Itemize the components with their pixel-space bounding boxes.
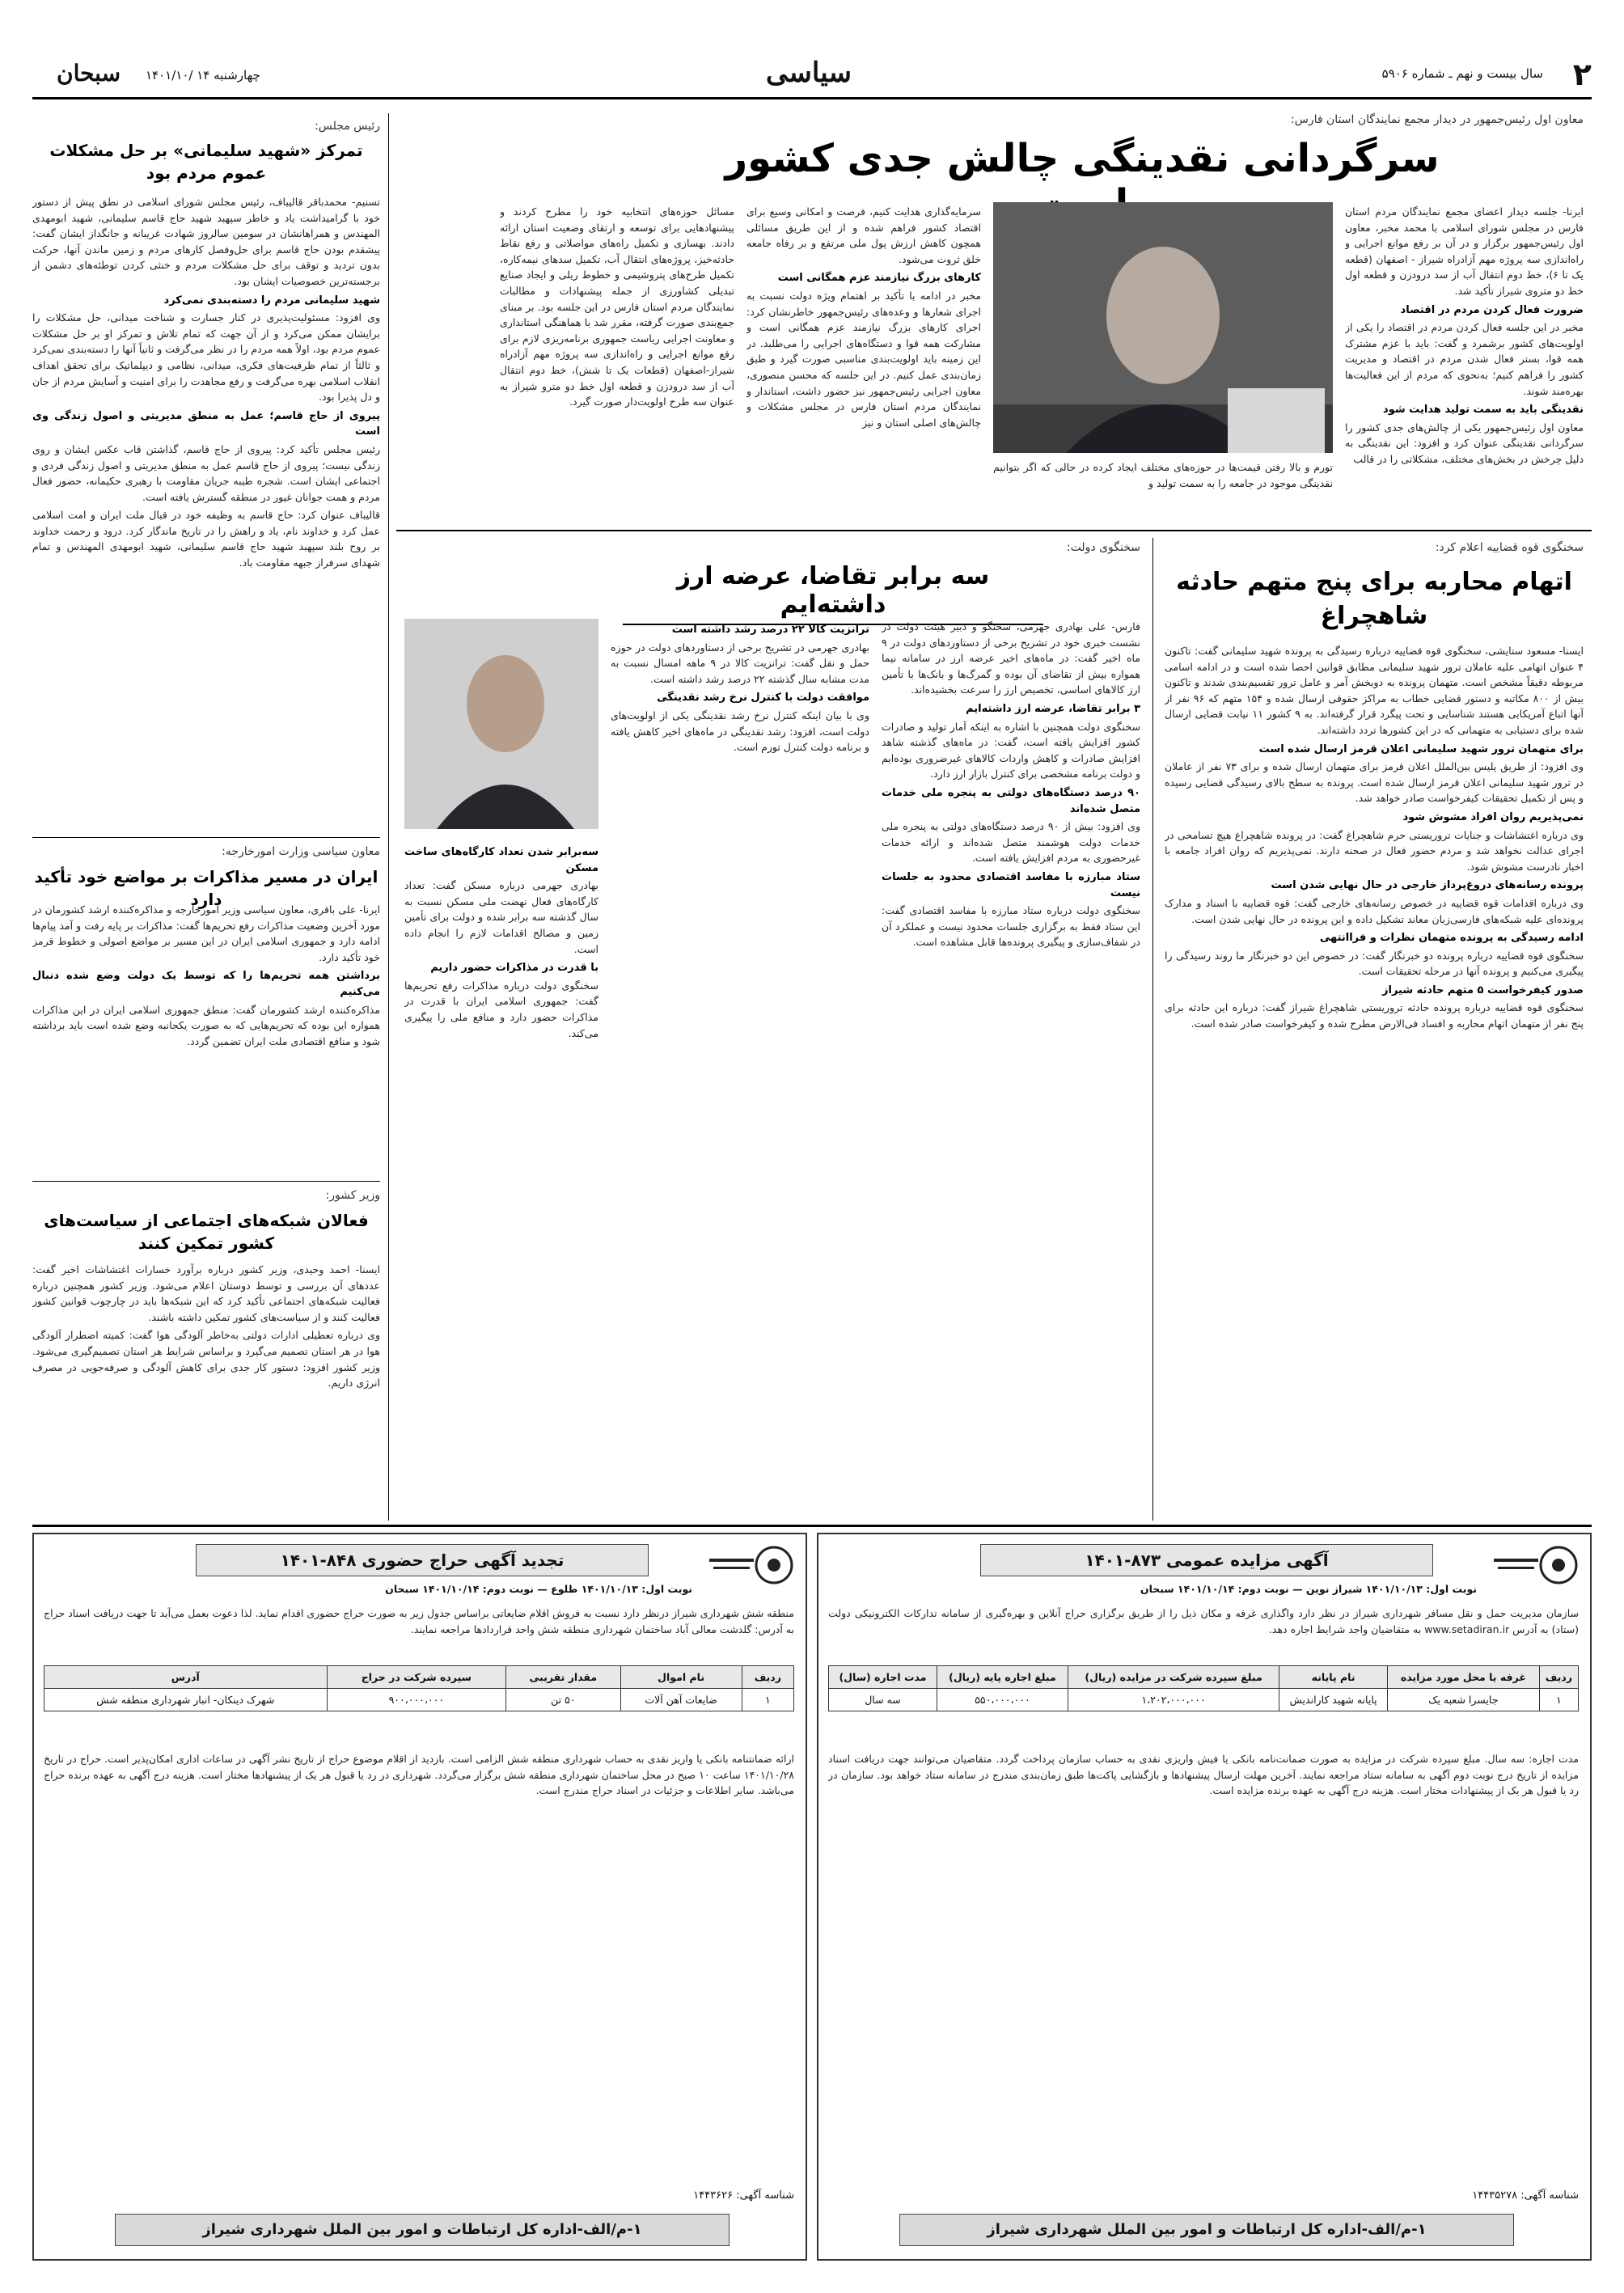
table-cell: شهرک دینکان- انبار شهرداری منطقه شش (44, 1689, 328, 1711)
portrait-image (993, 202, 1333, 453)
municipality-emblem-icon (1490, 1541, 1579, 1589)
government-article (396, 538, 1148, 1521)
table-row (829, 1689, 1579, 1711)
auction-ad-terms: مدت اجاره: سه سال. مبلغ سپرده شرکت در مزایده به صورت ضمانت‌نامه بانکی یا فیش واریزی نقدی به حساب سازمان پرداخت گردد. متقاضیان می‌توانند جهت دریافت اسناد مزایده از تاریخ درج نوبت دوم آگهی به سامانه ستاد مراجعه نمایند. آخرین مهلت ارسال پیشنهادها و بازگشایی پاکت‌ها طبق زمان‌بندی مندرج در سامانه ستاد خواهد بود. سازمان در رد یا قبول هر یک از پیشنهادات مختار است. هزینه درج آگهی به عهده برنده مزایده است. (828, 1753, 1579, 1797)
section-title: سیاسی (766, 57, 852, 89)
ads-top-rule (32, 1525, 1592, 1527)
sidebar-headline-3: فعالان شبکه‌های اجتماعی از سیاست‌های کشور تمکین کنند (44, 1211, 369, 1253)
table-cell: ۱ (1539, 1689, 1578, 1711)
issue-info: سال بیست و نهم ـ شماره ۵۹۰۶ (1381, 66, 1543, 81)
table-header-cell: سپرده شرکت در حراج (327, 1666, 506, 1689)
auction-ad-title: آگهی مزایده عمومی ۸۷۳-۱۴۰۱ (980, 1544, 1433, 1576)
government-body-1: فارس- علی بهادری جهرمی، سخنگو و دبیر هیئت دولت در نشست خبری خود در تشریح برخی از دستاوردهای دولت در ۹ ماه اخیر گفت: در ماه‌های اخیر عرضه ارز در سامانه نیما همواره بیش از تقاضای آن بوده و گمرگ‌ها و بانک‌ها با تأمین ارز کالاهای اساسی، تخصیص ارز را سرعت بخشیده‌اند. ۳ برابر تقاضا، عرضه ارز داشته‌ایم سخنگوی دولت همچنین با اشاره به اینکه آمار تولید و صادرات کشور افزایش یافته است، گفت: در ماه‌های گذشته شاهد افزایش صادرات و کاهش واردات کالاهای غیرضروری بوده‌ایم و دولت برنامه مشخصی برای کنترل بازار ارز دارد. ۹۰ درصد دستگاه‌های دولتی به پنجره ملی خدمات متصل شده‌اند وی افزود: بیش از ۹۰ درصد دستگاه‌های دولتی به پنجره ملی خدمات دولت هوشمند متصل شده‌اند و ارائه خدمات غیرحضوری به مردم افزایش یافته است. ستاد مبارزه با مفاسد اقتصادی محدود به جلسات نیست سخنگوی دولت درباره ستاد مبارزه با مفاسد اقتصادی گفت: این ستاد فقط به برگزاری جلسات محدود نیست و عملکرد آن در شفاف‌سازی و پیگیری پرونده‌ها قابل مشاهده است. (882, 620, 1140, 949)
municipality-emblem-icon (705, 1541, 794, 1589)
sidebar-headline-2: ایران در مسیر مذاکرات بر مواضع خود تأکید دارد (34, 867, 379, 909)
table-cell: ضایعات آهن آلات (620, 1689, 742, 1711)
lead-subhead-3: کارهای بزرگ نیازمند عزم همگانی است (777, 272, 981, 285)
government-kicker: سخنگوی دولت: (1066, 541, 1140, 554)
judiciary-headline: اتهام محاربه برای پنج متهم حادثه شاهچراغ (1176, 568, 1572, 630)
sidebar-divider (388, 113, 389, 1521)
table-cell: جایسرا شعبه یک (1388, 1689, 1540, 1711)
government-photo (404, 619, 598, 829)
table-cell: ۵۵۰،۰۰۰،۰۰۰ (937, 1689, 1068, 1711)
table-header-cell: ردیف (742, 1666, 793, 1689)
auction-ad-table (828, 1665, 1579, 1711)
judiciary-kicker: سخنگوی قوه قضاییه اعلام کرد: (1435, 541, 1584, 554)
sale-ad-publish-info: نوبت اول: ۱۴۰۱/۱۰/۱۳ طلوع — نوبت دوم: ۱۴۰۱/۱۰/۱۴ سبحان (385, 1583, 692, 1595)
table-row (44, 1689, 794, 1711)
auction-ad (817, 1533, 1592, 2261)
sale-ad-emblem (705, 1541, 794, 1589)
government-body-3: سه‌برابر شدن تعداد کارگاه‌های ساخت مسکن بهادری جهرمی درباره مسکن گفت: تعداد کارگاه‌های فعال نهضت ملی مسکن نسبت به سال گذشته سه برابر شده و دولت برای تأمین زمین و مصالح اقدامات لازم را انجام داده است. با قدرت در مذاکرات حضور داریم سخنگوی دولت درباره مذاکرات رفع تحریم‌ها گفت: جمهوری اسلامی ایران با قدرت در مذاکرات حضور دارد و منافع ملی را پیگیری می‌کند. (404, 846, 598, 1039)
lead-column-2: سرمایه‌گذاری هدایت کنیم، فرصت و امکانی وسیع برای اقتصاد کشور فراهم شده و از این طریق مسائلی همچون کاهش ارزش پول ملی مرتفع و بر رفاه جامعه خلق ثروت می‌شود. کارهای بزرگ نیازمند عزم همگانی است مخبر در ادامه با تأکید بر اهتمام ویژه دولت نسبت به اجرای شعارها و وعده‌های رئیس‌جمهور خاطرنشان کرد: اجرای کارهای بزرگ نیازمند عزم همگانی است و مشارکت همه قوا و دستگاه‌های اجرایی را می‌طلبد. در این زمینه باید اولویت‌بندی مناسبی صورت گیرد و طبق زمان‌بندی عمل کنیم. در این جلسه که محسن منصوری، معاون اجرایی رئیس‌جمهور نیز حضور داشت، استاندار و نمایندگان مردم استان فارس در مجلس مشکلات و چالش‌های اصلی استان و نیز (746, 205, 981, 429)
auction-ad-publish-info: نوبت اول: ۱۴۰۱/۱۰/۱۳ شیراز نوین — نوبت دوم: ۱۴۰۱/۱۰/۱۴ سبحان (1140, 1583, 1477, 1595)
newspaper-logo: سبحان (57, 60, 121, 87)
table-header-cell: مقدار تقریبی (506, 1666, 620, 1689)
government-body-2: ترانزیت کالا ۲۲ درصد رشد داشته است بهادری جهرمی در تشریح برخی از دستاوردهای دولت در حوزه حمل و نقل گفت: ترانزیت کالا در ۹ ماهه امسال نسبت به مدت مشابه سال گذشته ۲۲ درصد رشد داشته است. موافقت دولت با کنترل نرخ رشد نقدینگی وی با بیان اینکه کنترل نرخ رشد نقدینگی یکی از اولویت‌های دولت است، افزود: رشد نقدینگی در ماه‌های اخیر کاهش یافته و برنامه دولت کنترل تورم است. (611, 624, 869, 754)
judiciary-article (1157, 538, 1592, 1521)
sale-ad-code: شناسه آگهی: ۱۴۴۳۶۲۶ (693, 2189, 794, 2202)
header-rule (32, 97, 1592, 99)
lead-bottom-rule (396, 530, 1592, 531)
sidebar: رئیس مجلس: تمرکز «شهید سلیمانی» بر حل مشکلات عموم مردم بود تسنیم- محمدباقر قالیباف، رئیس مجلس شورای اسلامی در نطق پیش از دستور خود با گرامیداشت یاد و خاطر سپهبد شهید حاج قاسم سلیمانی، شهید ابومهدی المهندس و همراهانشان در سومین سالروز شهادت غریبانه و جانگداز ایشان گفت: پیشقدم بودن حاج قاسم برای حل‌وفصل کارهای مردم و زمین ماندن آنها، حرکت بدون تردید و توقف برای حل مشکلات مردم و خنثی کردن توطئه‌های دشمن از برجسته‌ترین خصوصیات ایشان بود. شهید سلیمانی مردم را دسته‌بندی نمی‌کرد وی افزود: مسئولیت‌پذیری در کنار جسارت و شناخت میدانی، حل مشکلات را برایشان ممکن می‌کرد و از آن جهت که تمام تلاش و تمرکز او بر حل مشکلات عموم مردم بود، اولاً همه مردم را در نظر می‌گرفت و ثانیاً آنها را دسته‌بندی نمی‌کرد و ثالثاً از تمام ظرفیت‌های فکری، میدانی، نظامی و دیپلماتیک برای تحقق اهداف انقلاب اسلامی بهره می‌گرفت و رفع مجاهدت را برای امنیت و آسایش مردم از جان و دل پذیرا بود. پیروی از حاج قاسم؛ عمل به منطق مدیریتی و اصول زندگی وی است رئیس مجلس تأکید کرد: پیروی از حاج قاسم، گذاشتن قاب عکس ایشان و روی زندگی نیست؛ پیروی از حاج قاسم عمل به منطق مدیریتی و اصول زندگی فردی و اجتماعی ایشان است. شجره طیبه جریان مقاومت با رهبری حکیمانه، حضور فعال مردم و همت جوانان غیور در منطقه گسترش یافته است. قالیباف عنوان کرد: حاج قاسم به وظیفه خود در قبال ملت ایران و امت اسلامی عمل کرد و خداوند نام، یاد و راهش را در تاریخ ماندگار کرد. درود و رحمت خداوند بر روح بلند سپهبد شهید حاج قاسم سلیمانی، شهید ابومهدی المهندس و تمام شهدای سرفراز جبهه مقاومت باد. معاون سیاسی وزارت امورخارجه: ایران در مسیر مذاکرات بر مواضع خود تأکید دارد ایرنا- علی باقری، معاون سیاسی وزیر امورخارجه و مذاکره‌کننده ارشد کشورمان در مورد آخرین وضعیت مذاکرات رفع تحریم‌ها گفت: مذاکرات بر پایه رفت و آمد پیام‌ها ادامه دارد و جمهوری اسلامی ایران در این مسیر بر مواضع اصولی و خطوط قرمز خود تأکید دارد. برداشتن همه تحریم‌ها را که توسط یک دولت وضع شده دنبال می‌کنیم مذاکره‌کننده ارشد کشورمان گفت: منطق جمهوری اسلامی ایران در این مذاکرات همواره این بوده که تحریم‌هایی که به صورت یکجانبه وضع شده است باید برداشته شود و منافع اقتصادی ملت ایران تضمین گردد. وزیر کشور: فعالان شبکه‌های اجتماعی از سیاست‌های کشور تمکین کنند ایسنا- احمد وحیدی، وزیر کشور درباره برآورد خسارات اغتشاشات اخیر گفت: عددهای آن بررسی و توسط دوستان اعلام می‌شود. وزیر کشور همچنین درباره فعالیت شبکه‌های اجتماعی تأکید کرد که این شبکه‌ها باید در چارچوب قوانین کشور فعالیت کنند و از سیاست‌های کشور تمکین داشته باشند. وی درباره تعطیلی ادارات دولتی به‌خاطر آلودگی هوا گفت: کمیته اضطرار آلودگی هوا در هر استان تصمیم می‌گیرد و براساس شرایط هر استان تصمیم‌گیری می‌شود. وزیر کشور افزود: دستور کار جدی برای کاهش آلودگی و صرفه‌جویی در مصرف انرژی داریم. (32, 113, 380, 1521)
sidebar-body-2: ایرنا- علی باقری، معاون سیاسی وزیر امورخارجه و مذاکره‌کننده ارشد کشورمان در مورد آخرین وضعیت مذاکرات رفع تحریم‌ها گفت: مذاکرات بر پایه رفت و آمد پیام‌ها ادامه دارد و جمهوری اسلامی ایران در این مسیر بر مواضع اصولی و خطوط قرمز خود تأکید دارد. برداشتن همه تحریم‌ها را که توسط یک دولت وضع شده دنبال می‌کنیم مذاکره‌کننده ارشد کشورمان گفت: منطق جمهوری اسلامی ایران در این مذاکرات همواره این بوده که تحریم‌هایی که به صورت یکجانبه وضع شده است باید برداشته شود و منافع اقتصادی ملت ایران تضمین گردد. (32, 903, 380, 1047)
table-cell: سه سال (829, 1689, 937, 1711)
lead-photo (993, 202, 1333, 453)
lead-subhead-1: ضرورت فعال کردن مردم در اقتصاد (1400, 303, 1584, 316)
table-cell: پایانه شهید کاراندیش (1279, 1689, 1388, 1711)
sidebar-headline-1: تمرکز «شهید سلیمانی» بر حل مشکلات عموم مردم بود (49, 141, 363, 183)
auction-table (828, 1665, 1579, 1711)
sidebar-body-1: تسنیم- محمدباقر قالیباف، رئیس مجلس شورای اسلامی در نطق پیش از دستور خود با گرامیداشت یاد و خاطر سپهبد شهید حاج قاسم سلیمانی، شهید ابومهدی المهندس و همراهانشان در سومین سالروز شهادت غریبانه و جانگداز ایشان گفت: پیشقدم بودن حاج قاسم برای حل‌وفصل کارهای مردم و زمین ماندن آنها، حرکت بدون تردید و توقف برای حل مشکلات مردم و خنثی کردن توطئه‌های دشمن از برجسته‌ترین خصوصیات ایشان بود. شهید سلیمانی مردم را دسته‌بندی نمی‌کرد وی افزود: مسئولیت‌پذیری در کنار جسارت و شناخت میدانی، حل مشکلات را برایشان ممکن می‌کرد و از آن جهت که تمام تلاش و تمرکز او بر حل مشکلات عموم مردم بود، اولاً همه مردم را در نظر می‌گرفت و ثانیاً آنها را دسته‌بندی نمی‌کرد و ثالثاً از تمام ظرفیت‌های فکری، میدانی، نظامی و دیپلماتیک برای تحقق اهداف انقلاب اسلامی بهره می‌گرفت و رفع مجاهدت را برای امنیت و آسایش مردم از جان و دل پذیرا بود. پیروی از حاج قاسم؛ عمل به منطق مدیریتی و اصول زندگی وی است رئیس مجلس تأکید کرد: پیروی از حاج قاسم، گذاشتن قاب عکس ایشان و روی زندگی نیست؛ پیروی از حاج قاسم عمل به منطق مدیریتی و اصول زندگی فردی و اجتماعی ایشان است. شجره طیبه جریان مقاومت با رهبری حکیمانه، حضور فعال مردم و همت جوانان غیور در منطقه گسترش یافته است. قالیباف عنوان کرد: حاج قاسم به وظیفه خود در قبال ملت ایران و امت اسلامی عمل کرد و خداوند نام، یاد و راهش را در تاریخ ماندگار کرد. درود و رحمت خداوند بر روح بلند سپهبد شهید حاج قاسم سلیمانی، شهید ابومهدی المهندس و تمام شهدای سرفراز جبهه مقاومت باد. (32, 196, 380, 569)
sale-ad-terms: ارائه ضمانتنامه بانکی یا واریز نقدی به حساب شهرداری منطقه شش الزامی است. بازدید از اقلام موضوع حراج از تاریخ نشر آگهی در ساعات اداری امکان‌پذیر است. حراج در تاریخ ۱۴۰۱/۱۰/۲۸ ساعت ۱۰ صبح در محل ساختمان شهرداری منطقه شش برگزار می‌گردد. شهرداری در رد یا قبول هر یک از پیشنهادها مختار است. هزینه درج آگهی به عهده برنده حراج می‌باشد. سایر اطلاعات و جزئیات در اسناد حراج مندرج است. (44, 1753, 794, 1797)
table-header-cell: مبلغ اجاره پایه (ریال) (937, 1666, 1068, 1689)
sale-ad-table (44, 1665, 794, 1711)
table-cell: ۵۰ تن (506, 1689, 620, 1711)
sidebar-body-3: ایسنا- احمد وحیدی، وزیر کشور درباره برآورد خسارات اغتشاشات اخیر گفت: عددهای آن بررسی و توسط دوستان اعلام می‌شود. وزیر کشور همچنین درباره فعالیت شبکه‌های اجتماعی تأکید کرد که این شبکه‌ها باید در چارچوب قوانین کشور فعالیت کنند و از سیاست‌های کشور تمکین داشته باشند. وی درباره تعطیلی ادارات دولتی به‌خاطر آلودگی هوا گفت: کمیته اضطرار آلودگی هوا در هر استان تصمیم می‌گیرد و براساس شرایط هر استان تصمیم‌گیری می‌شود. وزیر کشور افزود: دستور کار جدی برای کاهش آلودگی و صرفه‌جویی در مصرف انرژی داریم. (32, 1263, 380, 1390)
auction-ad-intro: سازمان مدیریت حمل و نقل مسافر شهرداری شیراز در نظر دارد واگذاری غرفه و مکان ذیل را از طریق برگزاری حراج آنلاین و بهره‌گیری از سامانه تدارکات الکترونیکی دولت (ستاد) به آدرس www.setadiran.ir به متقاضیان واجد شرایط اجاره دهد. (828, 1607, 1579, 1635)
lead-column-3: مسائل حوزه‌های انتخابیه خود را مطرح کردند و پیشنهادهایی برای توسعه و ارتقای وضعیت استان ارائه دادند. بهسازی و تکمیل راه‌های مواصلاتی و رفع نقاط حادثه‌خیز، پروژه‌های انتقال آب، تکمیل سدهای نیمه‌کاره، تکمیل طرح‌های پتروشیمی و خطوط ریلی و ایجاد صنایع تبدیلی کشاورزی از جمله پیشنهادات و مطالبات نمایندگان مردم استان فارس در این جلسه بود. بر مبنای جمع‌بندی صورت گرفته، مقرر شد با هماهنگی استانداری و معاونت اجرایی ریاست جمهوری برنامه‌ریزی لازم برای رفع موانع اجرایی و راه‌اندازی سه پروژه مهم آزادراه شیراز-اصفهان (قطعات یک تا شش)، خط دوم انتقال آب از سد درودزن و قطعه اول خط دو مترو شیراز به عنوان سه طرح اولویت‌دار صورت گیرد. (500, 205, 734, 408)
page-number: ۲ (1572, 57, 1592, 92)
government-headline: سه برابر تقاضا، عرضه ارز داشته‌ایم (623, 562, 1043, 625)
judiciary-body: ایسنا- مسعود ستایشی، سخنگوی قوه قضاییه درباره رسیدگی به پرونده شهید سلیمانی گفت: تاکنون ۴ عنوان اتهامی علیه عاملان ترور شهید سلیمانی مطابق قوانین احصا شده است و در ادامه اسامی مربوطه دقیقاً مشخص است. متهمان پرونده به دوبخش آمر و عامل ترور تقسیم‌بندی شدند و تاکنون بیش از ۸۰۰ مکاتبه و دستور قضایی خطاب به مراکز حقوقی ارسال شده و ۱۵۴ متهم که ۹۶ نفر از آنها اتباع آمریکایی هستند شناسایی و تحت پیگرد قرار گرفته‌اند. به ۹ کشور ۱۱ نیابت قضایی ارسال شده برای دستیابی به متهمانی که در این کشورها تردد داشته‌اند. برای متهمان ترور شهید سلیمانی اعلان قرمز ارسال شده است وی افزود: از طریق پلیس بین‌الملل اعلان قرمز برای متهمان ارسال شده و برای ۷۳ نفر از عاملان در ترور شهید سلیمانی اعلان قرمز ارسال شده است. پرونده به سطح بالای رسیدگی قضایی رسیده و پس از تکمیل تحقیقات کیفرخواست صادر خواهد شد. نمی‌پذیریم روان افراد مشوش شود وی درباره اغتشاشات و جنایات تروریستی حرم شاهچراغ گفت: در پرونده شاهچراغ هیچ تسامحی در اجرای عدالت نخواهد شد و مردم حضور فعال در صحنه دارند. نمی‌پذیریم که روان افراد جامعه با اخبار نادرست مشوش شود. پرونده رسانه‌های دروغ‌پرداز خارجی در حال نهایی شدن است وی درباره اقدامات قوه قضاییه در خصوص رسانه‌های خارجی گفت: قوه قضاییه با اسناد و مدارک پرونده‌ای علیه شبکه‌های فارسی‌زبان معاند تشکیل داده و این پرونده در حال نهایی شدن است. ادامه رسیدگی به پرونده متهمان نظرات و فراانتهی سخنگوی قوه قضاییه درباره پرونده دو خبرنگار گفت: در خصوص این دو خبرنگار ما روند رسیدگی را پیگیری می‌کنیم و پرونده آنها در مرحله تحقیقات است. صدور کیفرخواست ۵ متهم حادثه شیراز سخنگوی قوه قضاییه درباره پرونده حادثه تروریستی شاهچراغ شیراز گفت: درباره این حادثه برای پنج نفر از متهمان اتهام محاربه و افساد فی‌الارض مطرح شده و کیفرخواست صادر شده است. (1165, 645, 1584, 1030)
table-header-cell: نام پایانه (1279, 1666, 1388, 1689)
table-cell: ۱،۲۰۲،۰۰۰،۰۰۰ (1068, 1689, 1279, 1711)
issue-date: چهارشنبه ۱۴ /۱۴۰۱/۱۰ (146, 68, 260, 82)
spokesman-portrait-image (404, 619, 598, 829)
table-header-cell: مبلغ سپرده شرکت در مزایده (ریال) (1068, 1666, 1279, 1689)
sale-ad-intro: منطقه شش شهرداری شیراز درنظر دارد نسبت به فروش اقلام ضایعاتی براساس جدول زیر به صورت حراج حضوری اقدام نماید. لذا دعوت بعمل می‌آید تا جهت دریافت اسناد حراج به آدرس: گلدشت معالی آباد ساختمان شهرداری منطقه شش واحد قراردادها مراجعه نمایند. (44, 1607, 794, 1635)
lead-column-1: ایرنا- جلسه دیدار اعضای مجمع نمایندگان مردم استان فارس در مجلس شورای اسلامی با محمد مخبر، معاون اول رئیس‌جمهور برگزار و در آن بر رفع موانع اجرایی و راه‌اندازی سه پروژه مهم آزادراه شیراز - اصفهان (قطعه یک تا ۶)، خط دوم انتقال آب از سد درودزن و قطعه اول خط دو متروی شیراز تأکید شد. ضرورت فعال کردن مردم در اقتصاد مخبر در این جلسه فعال کردن مردم در اقتصاد را یکی از اولویت‌های کشور برشمرد و گفت: باید با عزم مشترک همه قوا، بستر فعال شدن مردم در اقتصاد و مدیریت کشور را فراهم کنیم؛ به‌نحوی که مردم از این فعالیت‌ها بهره‌مند شوند. نقدینگی باید به سمت تولید هدایت شود معاون اول رئیس‌جمهور یکی از چالش‌های جدی کشور را سرگردانی نقدینگی عنوان کرد و افزود: این نقدینگی به دلیل چرخش در بخش‌های مختلف، مشکلاتی را در قالب (1345, 205, 1584, 465)
table-header-cell: آدرس (44, 1666, 328, 1689)
page-header (32, 57, 1592, 97)
auction-ad-footer: ۱-م/الف-اداره کل ارتباطات و امور بین الملل شهرداری شیراز (899, 2214, 1514, 2246)
table-header-cell: نام اموال (620, 1666, 742, 1689)
sale-ad-title: تجدید آگهی حراج حضوری ۸۴۸-۱۴۰۱ (196, 1544, 649, 1576)
auction-ad-emblem (1490, 1541, 1579, 1589)
column-divider-1 (1152, 538, 1153, 1521)
table-cell: ۹۰۰،۰۰۰،۰۰۰ (327, 1689, 506, 1711)
lead-kicker: معاون اول رئیس‌جمهور در دیدار مجمع نمایندگان استان فارس: (1291, 113, 1584, 126)
lead-photo-caption: تورم و بالا رفتن قیمت‌ها در حوزه‌های مختلف ایجاد کرده در حالی که اگر بتوانیم نقدینگی موجود در جامعه را به سمت تولید و (993, 461, 1333, 489)
table-header-cell: مدت اجاره (سال) (829, 1666, 937, 1689)
sale-table (44, 1665, 794, 1711)
lead-headline: سرگردانی نقدینگی چالش جدی کشور (725, 136, 1440, 181)
table-header-cell: ردیف (1539, 1666, 1578, 1689)
lead-article (396, 113, 1592, 526)
table-header-cell: غرفه یا محل مورد مزایده (1388, 1666, 1540, 1689)
auction-ad-code: شناسه آگهی: ۱۴۴۳۵۲۷۸ (1472, 2189, 1579, 2202)
lead-subhead-2: نقدینگی باید به سمت تولید هدایت شود (1383, 404, 1584, 417)
table-cell: ۱ (742, 1689, 793, 1711)
sale-ad (32, 1533, 807, 2261)
sale-ad-footer: ۱-م/الف-اداره کل ارتباطات و امور بین الملل شهرداری شیراز (115, 2214, 730, 2246)
